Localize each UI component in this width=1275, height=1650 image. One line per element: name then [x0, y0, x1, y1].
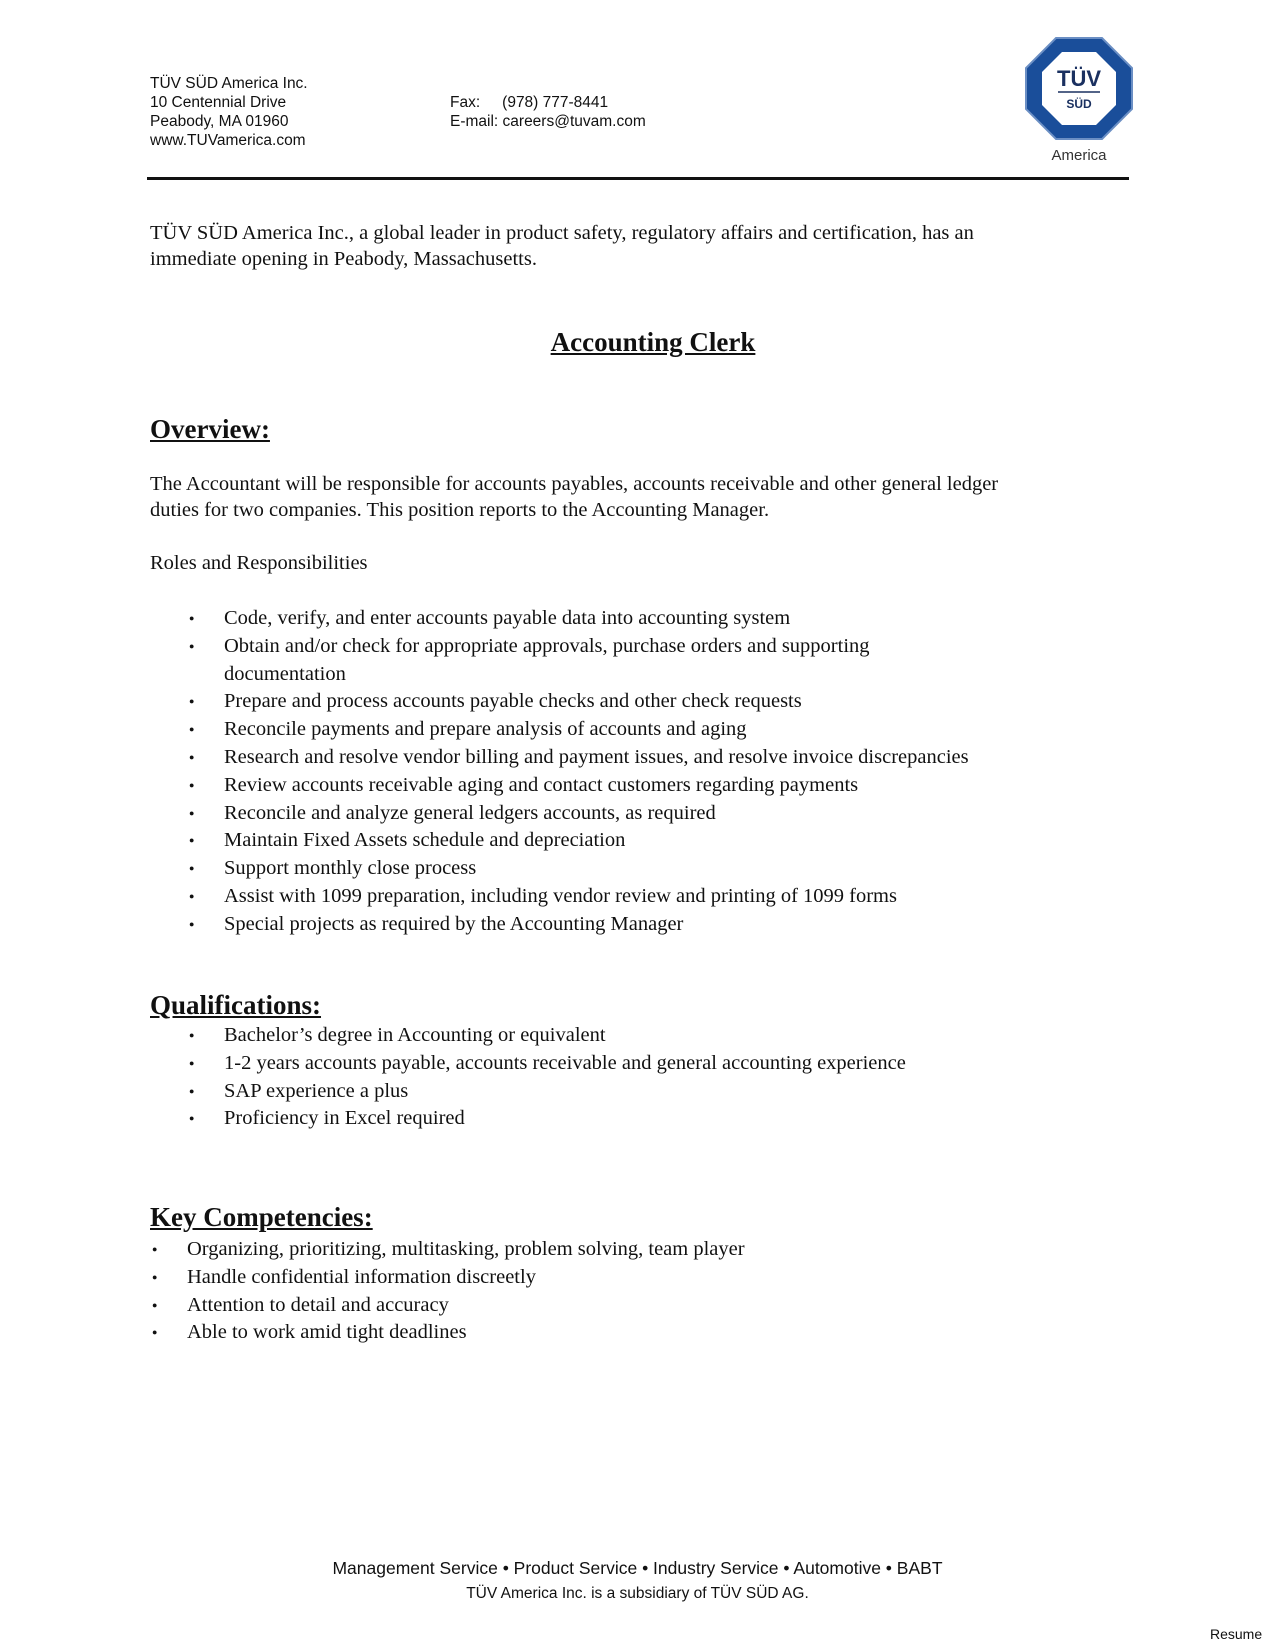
bullet-icon: ● [189, 891, 195, 901]
bullet-icon: ● [189, 1085, 195, 1096]
bullet-icon: ● [189, 613, 195, 623]
email-link[interactable]: E-mail: careers@tuvam.com [450, 113, 646, 130]
bullet-icon: ● [189, 752, 195, 762]
address-line: 10 Centennial Drive [150, 94, 287, 111]
address-line: Peabody, MA 01960 [150, 113, 289, 130]
bullet-icon: ● [189, 835, 195, 846]
list-item: Code, verify, and enter accounts payable data into accounting system [224, 607, 791, 629]
roles-heading: Roles and Responsibilities [150, 552, 368, 574]
svg-text:TÜV: TÜV [1057, 66, 1101, 91]
qualifications-heading: Qualifications: [150, 990, 322, 1020]
intro-line: immediate opening in Peabody, Massachusetts. [150, 248, 537, 270]
bullet-icon: ● [189, 918, 195, 929]
list-item: Assist with 1099 preparation, including vendor review and printing of 1099 forms [224, 885, 897, 907]
contact-info [450, 93, 646, 131]
list-item: Reconcile payments and prepare analysis of accounts and aging [224, 718, 747, 741]
list-item: Reconcile and analyze general ledgers accounts, as required [224, 801, 716, 824]
overview-line: duties for two companies. This position reports to the Accounting Manager. [150, 499, 770, 521]
fax-label: Fax: [450, 94, 481, 111]
list-item: Review accounts receivable aging and contact customers regarding payments [224, 773, 859, 796]
logo-caption: America [1051, 147, 1107, 164]
fax-value: (978) 777-8441 [502, 94, 609, 111]
footer-subsidiary: TÜV America Inc. is a subsidiary of TÜV SÜD AG. [466, 1585, 809, 1602]
watermark-text: Resume [1210, 1626, 1263, 1642]
list-item: 1-2 years accounts payable, accounts receivable and general accounting experience [224, 1051, 906, 1074]
intro-line: TÜV SÜD America Inc., a global leader in product safety, regulatory affairs and certification, has an [150, 222, 974, 244]
bullet-icon: ● [152, 1244, 158, 1254]
list-item: documentation [224, 662, 346, 685]
bullet-icon: ● [189, 724, 195, 735]
tuv-octagon-icon [1024, 36, 1134, 141]
bullet-icon: ● [189, 696, 195, 707]
bullet-icon: ● [189, 1057, 195, 1068]
bullet-icon: ● [189, 1113, 195, 1124]
job-title: Accounting Clerk [550, 327, 756, 357]
bullet-icon: ● [152, 1271, 158, 1282]
footer-services: Management Service • Product Service • Industry Service • Automotive • BABT [332, 1558, 943, 1578]
header-rule [147, 177, 1129, 180]
bullet-icon: ● [189, 779, 195, 790]
svg-text:SÜD: SÜD [1066, 97, 1092, 111]
tuv-logo [1024, 36, 1134, 164]
list-item: Obtain and/or check for appropriate approvals, purchase orders and supporting [224, 634, 870, 657]
list-item: Attention to detail and accuracy [187, 1293, 449, 1316]
bullet-icon: ● [189, 807, 195, 818]
list-item: SAP experience a plus [224, 1079, 409, 1102]
bullet-icon: ● [189, 863, 195, 874]
list-item: Special projects as required by the Accounting Manager [224, 912, 684, 935]
list-item: Maintain Fixed Assets schedule and depreciation [224, 829, 626, 852]
bullet-icon: ● [152, 1299, 158, 1310]
address-line: TÜV SÜD America Inc. [150, 75, 308, 92]
overview-heading: Overview: [150, 414, 270, 444]
list-item: Prepare and process accounts payable checks and other check requests [224, 690, 802, 713]
list-item: Support monthly close process [224, 857, 477, 880]
competencies-heading: Key Competencies: [150, 1202, 373, 1232]
website-link[interactable]: www.TUVamerica.com [150, 132, 306, 149]
list-item: Handle confidential information discreetly [187, 1265, 536, 1288]
list-item: Proficiency in Excel required [224, 1107, 465, 1130]
bullet-icon: ● [152, 1327, 158, 1338]
company-address [150, 74, 308, 150]
list-item: Bachelor’s degree in Accounting or equivalent [224, 1024, 606, 1046]
overview-line: The Accountant will be responsible for accounts payables, accounts receivable and other general ledger [150, 473, 999, 495]
bullet-icon: ● [189, 640, 195, 651]
bullet-icon: ● [189, 1030, 195, 1040]
list-item: Organizing, prioritizing, multitasking, problem solving, team player [187, 1238, 745, 1260]
list-item: Able to work amid tight deadlines [187, 1321, 467, 1344]
list-item: Research and resolve vendor billing and payment issues, and resolve invoice discrepancies [224, 746, 969, 768]
